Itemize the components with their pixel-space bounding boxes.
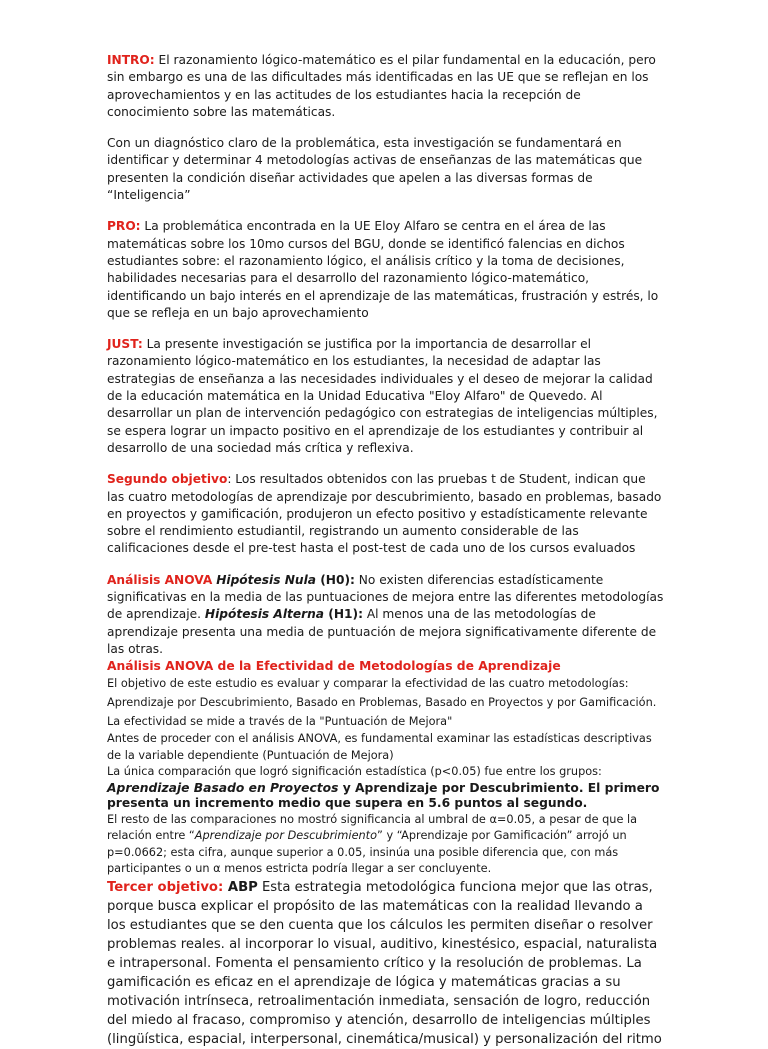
discovery-term: Aprendizaje por Descubrimiento bbox=[194, 829, 378, 843]
null-hypothesis-code: (H0): bbox=[315, 572, 355, 587]
null-hypothesis-text: No existen diferencias estadísticamente significativas en la media de las puntuaciones de mejora entre las diferentes metodologías de aprendizaje. bbox=[107, 572, 664, 622]
just-text: La presente investigación se justifica por la importancia de desarrollar el razonamiento lógico-matemático en los estudiantes, la necesidad de adaptar las estrategias de enseñanza a las necesidades individuales y el deseo de mejorar la calidad de la educación matemática en la Unidad Educativa "Eloy Alfaro" de Quevedo. Al desarrollar un plan de intervención pedagógico con estrategias de inteligencias múltiples, se espera lograr un impacto positivo en el aprendizaje de los estudiantes y contribuir al desarrollo de una sociedad más crítica y reflexiva. bbox=[107, 337, 658, 455]
alt-hypothesis-code: (H1): bbox=[324, 607, 363, 622]
pro-paragraph bbox=[107, 218, 664, 322]
alt-hypothesis-text: Al menos una de las metodologías de aprendizaje presenta una media de puntuación de mejora significativamente diferente de las otras. bbox=[107, 607, 657, 656]
second-objective-paragraph bbox=[107, 471, 664, 557]
groups-text: y Aprendizaje por Descubrimiento. El primero presenta un incremento medio que supera en 5.6 puntos al segundo. bbox=[107, 780, 660, 811]
alt-hypothesis-term: Hipótesis Alterna bbox=[204, 607, 325, 622]
remaining-pre: El resto de las comparaciones no mostró significancia al umbral de α=0.05, a pesar de que la relación entre “ bbox=[107, 812, 638, 843]
third-objective-paragraph bbox=[107, 878, 664, 1049]
just-paragraph bbox=[107, 336, 664, 457]
second-objective-colon: : bbox=[227, 472, 232, 487]
pro-text: La problemática encontrada en la UE Eloy Alfaro se centra en el área de las matemáticas sobre los 10mo cursos del BGU, donde se identificó falencias en dichos estudiantes sobre: el razonamiento lógico, el análisis crítico y la toma de decisiones, habilidades necesarias para el desarrollo del razonamiento lógico-matemático, identificando un bajo interés en el aprendizaje de las matemáticas, frustración y estrés, lo que se refleja en un bajo aprovechamiento bbox=[107, 219, 659, 320]
anova-hypotheses-paragraph bbox=[107, 572, 664, 658]
remaining-post: ” y “Aprendizaje por Gamificación” arrojó un p=0.0662; esta cifra, aunque superior a 0.05, insinúa una posible diferencia que, con más participantes o un α menos estricta podría llegar a ser concluyente. bbox=[107, 829, 627, 876]
study-objective-paragraph: El objetivo de este estudio es evaluar y comparar la efectividad de las cuatro metodologías: Aprendizaje por Descubrimiento, Basado en Problemas, Basado en Proyectos y por Gamificación. La efectividad se mide a través de la "Puntuación de Mejora" bbox=[107, 677, 657, 729]
anova-label: Análisis ANOVA bbox=[107, 572, 213, 587]
third-objective-label: Tercer objetivo: bbox=[107, 879, 224, 895]
significant-comparison-paragraph: La única comparación que logró significación estadística (p<0.05) fue entre los grupos: bbox=[107, 765, 602, 779]
diagnostic-paragraph: Con un diagnóstico claro de la problemática, esta investigación se fundamentará en identificar y determinar 4 metodologías activas de enseñanzas de las matemáticas que presenten la condición diseñar actividades que apelen a las diversas formas de “Inteligencia” bbox=[107, 136, 643, 203]
abp-term: ABP bbox=[223, 879, 258, 895]
remaining-comparisons-paragraph bbox=[107, 812, 664, 878]
projects-group-term: Aprendizaje Basado en Proyectos bbox=[107, 780, 339, 795]
anova-heading: Análisis ANOVA de la Efectividad de Metodologías de Aprendizaje bbox=[107, 659, 561, 674]
pro-label: PRO: bbox=[107, 219, 141, 234]
intro-text: El razonamiento lógico-matemático es el pilar fundamental en la educación, pero sin embargo es una de las dificultades más identificadas en las UE que se reflejan en los aprovechamientos y en las actitudes de los estudiantes hacia la recepción de conocimiento sobre las matemáticas. bbox=[107, 53, 656, 119]
second-objective-text: Los resultados obtenidos con las pruebas t de Student, indican que las cuatro metodologías de aprendizaje por descubrimiento, basado en problemas, basado en proyectos y gamificación, produjeron un efecto positivo y estadísticamente relevante sobre el rendimiento estudiantil, registrando un aumento considerable de las calificaciones desde el pre-test hasta el post-test de cada uno de los cursos evaluados bbox=[107, 472, 662, 556]
descriptive-stats-paragraph: Antes de proceder con el análisis ANOVA, es fundamental examinar las estadísticas descriptivas de la variable dependiente (Puntuación de Mejora) bbox=[107, 732, 652, 762]
just-label: JUST: bbox=[107, 337, 143, 352]
intro-paragraph bbox=[107, 52, 664, 121]
intro-label: INTRO: bbox=[107, 53, 155, 67]
null-hypothesis-term: Hipótesis Nula bbox=[216, 572, 316, 587]
third-objective-text: Esta estrategia metodológica funciona mejor que las otras, porque busca explicar el propósito de las matemáticas con la realidad llevando a los estudiantes que se den cuenta que los cálculos les permiten diseñar o resolver problemas reales. al incorporar lo visual, auditivo, kinestésico, espacial, naturalista e intrapersonal. Fomenta el pensamiento crítico y la resolución de problemas. La gamificación es eficaz en el aprendizaje de lógica y matemáticas gracias a su motivación intrínseca, retroalimentación inmediata, sensación de logro, reducción del miedo al fracaso, compromiso y atención, desarrollo de inteligencias múltiples (lingüística, espacial, interpersonal, cinemática/musical) y personalización del ritmo bbox=[107, 879, 662, 1047]
second-objective-label: Segundo objetivo bbox=[107, 472, 228, 487]
significant-groups-paragraph bbox=[107, 781, 664, 812]
